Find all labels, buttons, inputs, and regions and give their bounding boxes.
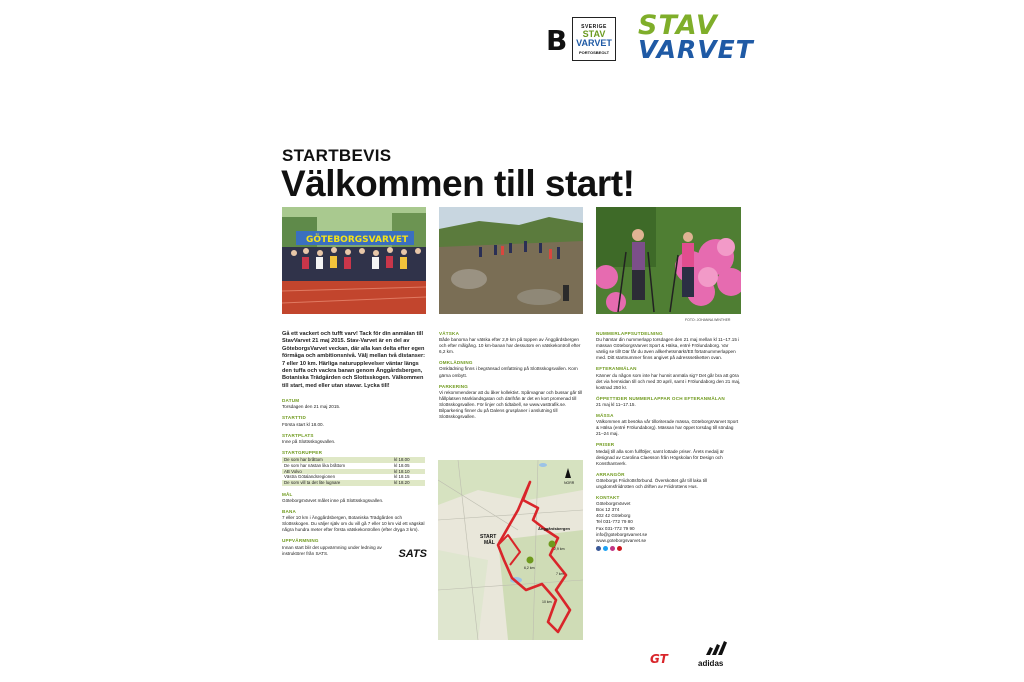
route-map [438, 460, 583, 640]
bana-heading: BANA [282, 509, 297, 515]
massa-heading: MÄSSA [596, 413, 614, 419]
headline: Välkommen till start! [281, 163, 635, 204]
gt-logo: GT [650, 652, 668, 666]
starttid-text: Första start kl 18.00. [282, 421, 324, 427]
uppvarmning-text: Innan start blir det uppvärmning under ledning av instruktörer från SATS. [282, 544, 382, 556]
nummerlapp-text: Du hämtar din nummerlapp torsdagen den 21 maj mellan kl 11–17.15 i mässan GöteborgsVarvet Sport & Hälsa, entré Frölundaborg. Var vänlig se till! Där får du även allkerhetsmärkt/Ett förtatnummerlappen med. Ditt startnummer finns angivet på adresssetiketten ovan. [596, 337, 740, 361]
table-row: AB Volvo kl 18.10 [282, 469, 425, 475]
map-start-label: START [480, 534, 497, 540]
table-row: Västra Götalandsregionen kl 18.15 [284, 474, 410, 480]
table-row: De som har nästan lika bråttom kl 18.05 [284, 462, 410, 468]
efteranmalan-heading: EFTERANMÄLAN [596, 366, 637, 372]
omkladning-text: Omklädning finns i begränsad omfattning på Slottsskogsvallen. Kom gärna ombytt. [439, 366, 578, 378]
stavvarvet-logo: STAV VARVET [638, 10, 754, 64]
kicker: STARTBEVIS [282, 146, 392, 165]
instagram-icon[interactable] [610, 546, 615, 551]
photo-pole-walker [596, 207, 741, 314]
vatska-heading: VÄTSKA [439, 331, 460, 336]
twitter-icon[interactable] [603, 546, 608, 551]
table-row: De som har bråttom kl 18.00 [282, 457, 425, 463]
datum-heading: DATUM [282, 398, 300, 404]
startgrupper-heading: STARTGRUPPER [282, 449, 323, 455]
map-mal-label: MÅL [484, 540, 495, 546]
kontakt-email-link[interactable]: info@goteborgsvarvet.se [596, 531, 648, 537]
adidas-stripes-icon [698, 641, 732, 655]
kontakt-block: GöteborgsVarvet Box 12 374 402 42 Göteborg Tel 031-772 79 80 Fax 031-772 79 90 info@goteborgsvarvet.se www.goteborgsvarvet.se [596, 501, 741, 544]
datum-text: Torsdagen den 21 maj 2015. [282, 404, 341, 410]
mal-text: GöteborgsVarvet målet inne på Slottsskogsvallen. [282, 497, 384, 503]
uppvarmning-heading: UPPVÄRMNING [282, 538, 319, 544]
nummerlapp-heading: NUMMERLAPPSUTDELNING [596, 331, 663, 336]
stavvarvet-badge-logo: SVERIGE STAV VARVET PORTOSBEOLT [572, 17, 616, 61]
social-icons [596, 546, 741, 551]
oppettider-heading: ÖPPETTIDER NUMMERLAPPAR OCH EFTERANMÄLAN [596, 395, 725, 401]
vatska-text: Både banorna har vätska efter 2,9 km på toppen av Änggårdsbergen och efter målgång. 10 km-banan har dessutom en vätskekontroll efter 6,2 km. [439, 337, 581, 355]
youtube-icon[interactable] [617, 546, 622, 551]
omkladning-heading: OMKLÄDNING [439, 360, 473, 366]
priser-heading: PRISER [596, 442, 615, 448]
map-anggard-label: Änggårdsbergen [538, 526, 571, 531]
oppettider-text: 21 maj kl 11–17.15. [596, 401, 636, 407]
parkering-text: Vi rekommenderar att du åker kollektivt. Spårvagnar och bussar går till hållplatsen Marklandsgatan och därifrån är det en kort promenad till Slottsskogsvallen. För linjer och tidtabell, se www.vasttrafik.se. Bilparkering finner du på Dalens grusplaner i anslutning till Slottsskogsvallen. [439, 389, 583, 420]
arrangor-text: Göteborgs Friidrottsförbund. Överskottet går till laka till ungdomsfriidrotten och driften av Friidrottens Hus. [596, 477, 708, 489]
map-north-label: NORR [564, 481, 575, 485]
parkering-heading: PARKERING [439, 383, 469, 389]
map-km62-label: 6,2 km [524, 566, 535, 570]
column-1 [282, 331, 427, 560]
arrangor-heading: ARRANGÖR [596, 471, 625, 477]
map-km29-label: 2,9 km [554, 547, 565, 551]
startplats-heading: STARTPLATS [282, 432, 314, 438]
column-2 [439, 331, 584, 425]
massa-text: Välkommen att besöka vår tilloriterade mässa, GöteborgsVarvet Sport & Hälsa (entré Frölundaborg). Mässan har öppet torsdag till söndag 21–24 maj. [596, 419, 739, 437]
starttid-heading: STARTTID [282, 415, 306, 421]
startplats-text: Inne på Slottsskogsvallen. [282, 438, 336, 444]
startgrupper-table [282, 457, 425, 486]
sats-logo: SATS [398, 547, 427, 560]
map-km10-label: 10 km [542, 600, 552, 604]
priser-text: Medalj till alla som fullföljer, samt lottade priser. Årets medalj är designad av Carolina Claesson från Högskolan för Design och Konsthantverk. [596, 448, 724, 466]
photo-hill-walkers [439, 207, 583, 314]
efteranmalan-text: Känner du någon som inte har hunnit anmäla sig? Det går bra att göra det via hemsidan till och med 30 april, samt i Frölundaborg den 21 maj, kostnad 250 kr. [596, 372, 741, 390]
map-km7-label: 7 km [556, 572, 564, 576]
bana-text: 7 eller 10 km i Änggårdsbergen, Botaniska Trädgården och Slottsskogen. Du väljer själv om du vill gå 7 eller 10 km vid ett vägskäl några hundra meter efter första vätskekontrollen (efter dryga 3 km). [282, 515, 425, 533]
mal-heading: MÅL [282, 491, 293, 497]
photo-race-start [282, 207, 426, 314]
b-logo: B [546, 24, 568, 57]
adidas-logo: adidas [698, 641, 732, 665]
kontakt-web-link[interactable]: www.goteborgsvarvet.se [596, 537, 647, 543]
kontakt-heading: KONTAKT [596, 495, 620, 501]
table-row: De som vill ta det lite lugnare kl 18.20 [282, 480, 425, 486]
intro-text: Gå ett vackert och tufft varv! Tack för din anmälan till StavVarvet 21 maj 2015. Stav-Varvet är en del av GöteborgsVarvet veckan, där alla kan delta efter egen förmåga och ambitionsnivå. Välj mellan två distanser: 7 eller 10 km. Härliga naturupplevelser väntar längs den tuffa och vackra banan genom Änggårdsbergen, Botaniska Trädgården och Slottsskogen. Välkommen till start, med eller utan stavar. Lycka till! [282, 331, 425, 389]
photo-credit: FOTO: JOHANNA WINTHER [685, 318, 731, 322]
column-3 [596, 331, 741, 551]
svg-text:GÖTEBORGSVARVET: GÖTEBORGSVARVET [306, 235, 409, 245]
facebook-icon[interactable] [596, 546, 601, 551]
